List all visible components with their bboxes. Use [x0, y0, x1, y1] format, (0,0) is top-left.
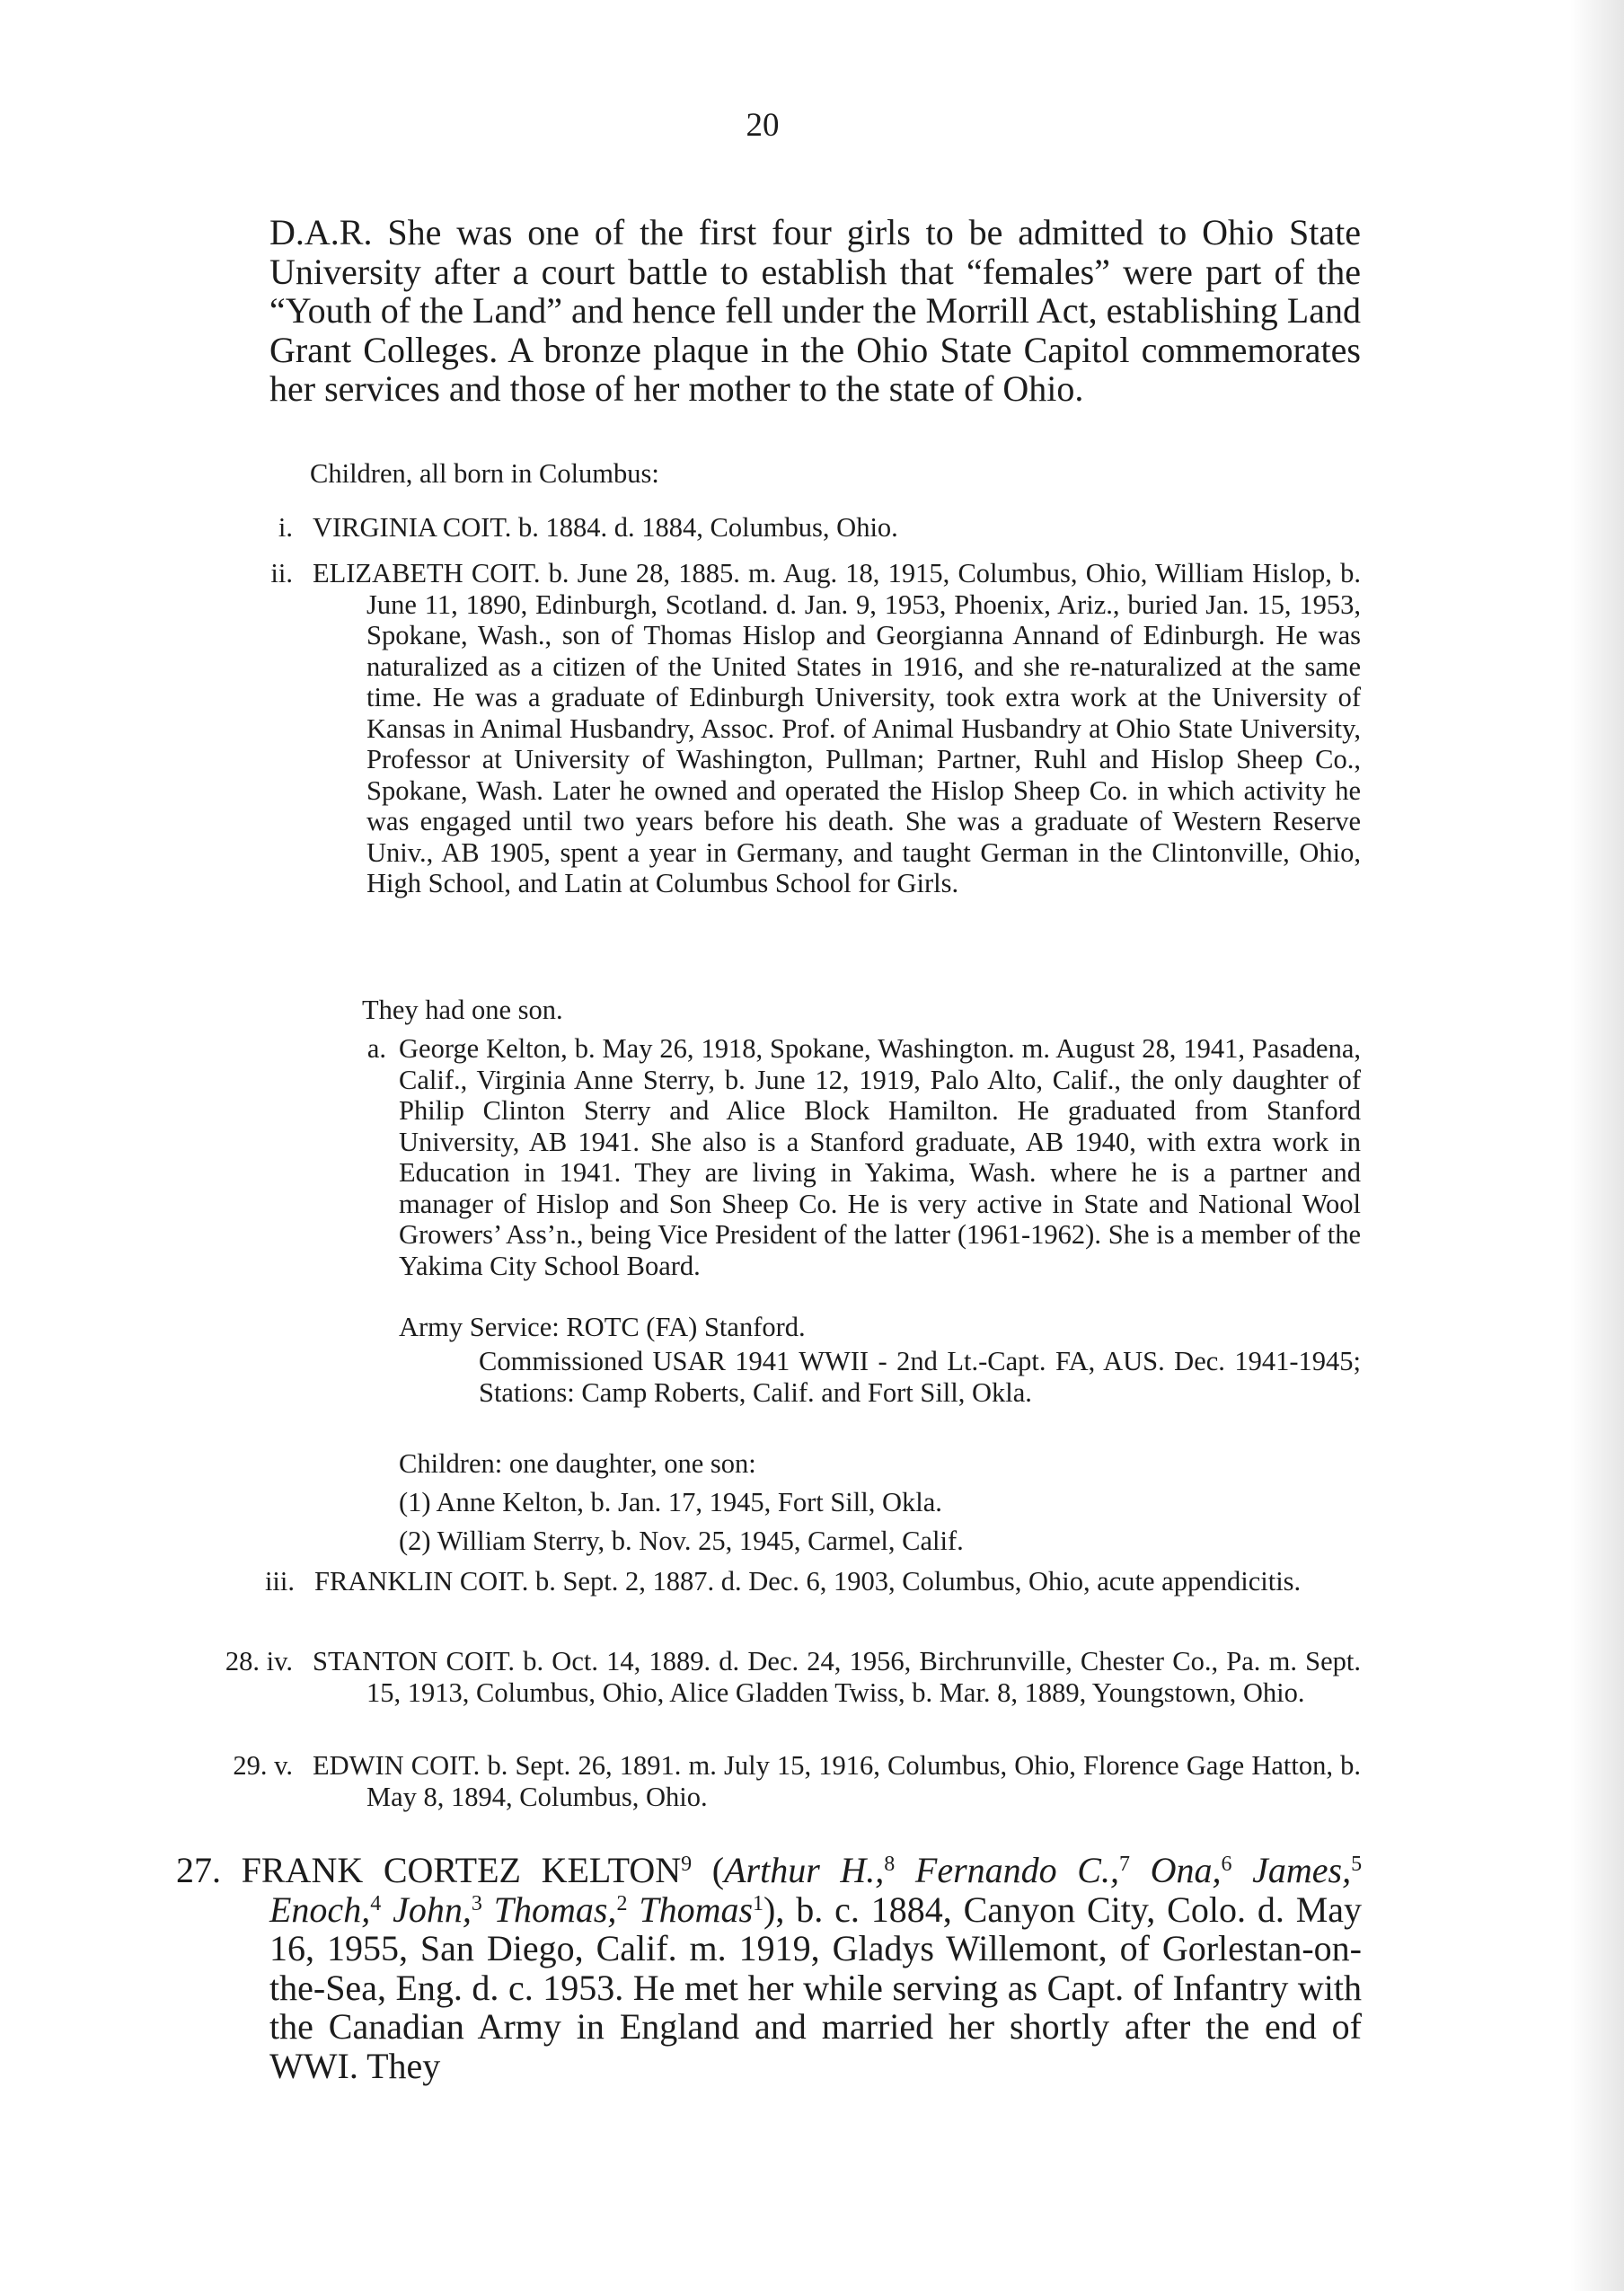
lineage-gen: 7: [1118, 1852, 1130, 1876]
grandchild-item: (1) Anne Kelton, b. Jan. 17, 1945, Fort Sill, Okla.: [399, 1487, 942, 1517]
child-text: STANTON COIT. b. Oct. 14, 1889. d. Dec. 24, 1956, Birchrunville, Chester Co., Pa. m. Sept. 15, 1913, Columbus, Ohio, Alice Gladden Twiss, b. Mar. 8, 1889, Youngstown, Ohio.: [313, 1646, 1361, 1708]
lineage-name: John,: [393, 1889, 472, 1930]
lineage-gen: 1: [753, 1891, 764, 1915]
entry-number: 27.: [176, 1850, 221, 1890]
lineage-name: Thomas: [639, 1889, 754, 1930]
lineage-name: Fernando C.,: [914, 1850, 1119, 1890]
child-entry: [233, 1750, 1361, 1812]
army-service: Army Service: ROTC (FA) Stanford.: [399, 1312, 806, 1342]
lineage-close: ),: [763, 1889, 785, 1930]
child-text: VIRGINIA COIT. b. 1884. d. 1884, Columbus, Ohio.: [313, 512, 898, 543]
entry-name: FRANK CORTEZ KELTON: [241, 1850, 682, 1890]
lineage-gen: 8: [884, 1852, 896, 1876]
child-numeral: 29. v.: [233, 1750, 293, 1781]
child-numeral: i.: [278, 512, 293, 543]
page-edge-shadow: [1570, 0, 1624, 2291]
grandson-letter: a.: [366, 1033, 386, 1064]
lineage-gen: 5: [1351, 1852, 1363, 1876]
child-entry: [264, 1566, 1361, 1597]
child-entry: [270, 558, 1361, 899]
lineage-open: (: [711, 1850, 725, 1890]
child-entry: [278, 512, 1361, 544]
child-text: ELIZABETH COIT. b. June 28, 1885. m. Aug. 18, 1915, Columbus, Ohio, William Hislop, b. June 11, 1890, Edinburgh, Scotland. d. Jan. 9, 1953, Phoenix, Ariz., buried Jan. 15, 1953, Spokane, Wash., son of Thomas Hislop and Georgianna Annand of Edinburgh. He was naturalized as a citizen of the United States in 1916, and she re-naturalized at the same time. He was a graduate of Edinburgh University, took extra work at the University of Kansas in Animal Husbandry, Assoc. Prof. of Animal Husbandry at Ohio State University, Professor at University of Washington, Pullman; Partner, Ruhl and Hislop Sheep Co., Spokane, Wash. Later he owned and operated the Hislop Sheep Co. in which activity he was engaged until two years before his death. She was a graduate of Western Reserve Univ., AB 1905, spent a year in Germany, and taught German in the Clintonville, Ohio, High School, and Latin at Columbus School for Girls.: [313, 558, 1361, 898]
child-text: EDWIN COIT. b. Sept. 26, 1891. m. July 15, 1916, Columbus, Ohio, Florence Gage Hatton, b. May 8, 1894, Columbus, Ohio.: [313, 1750, 1361, 1812]
lineage-name: Enoch,: [269, 1889, 371, 1930]
lineage-gen: 3: [471, 1891, 482, 1915]
page-number: 20: [746, 107, 780, 144]
child-numeral: ii.: [270, 558, 293, 588]
entry-text: b. c. 1884, Canyon City, Colo. d. May 16, 1955, San Diego, Calif. m. 1919, Gladys Willemont, of Gorlestan-on-the-Sea, Eng. d. c. 1953. He met her while serving as Capt. of Infantry with the Canadian Army in England and married her shortly after the end of WWI. They: [269, 1889, 1363, 2086]
lineage-gen: 2: [616, 1891, 628, 1915]
lineage-name: James,: [1252, 1850, 1352, 1890]
child-numeral: 28. iv.: [225, 1646, 293, 1676]
grandchild-item: (2) William Sterry, b. Nov. 25, 1945, Carmel, Calif.: [399, 1526, 964, 1556]
intro-paragraph: D.A.R. She was one of the first four girls to be admitted to Ohio State University after a court battle to establish that “females” were part of the “Youth of the Land” and hence fell under the Morrill Act, establishing Land Grant Colleges. A bronze plaque in the Ohio State Capitol commemorates her services and those of her mother to the state of Ohio.: [269, 212, 1361, 409]
son-intro: They had one son.: [362, 995, 563, 1025]
entry-27: [176, 1851, 1362, 2085]
child-text: FRANKLIN COIT. b. Sept. 2, 1887. d. Dec. 6, 1903, Columbus, Ohio, acute appendicitis.: [314, 1566, 1302, 1597]
grandson-entry: [366, 1033, 1361, 1281]
lineage-name: Thomas,: [493, 1889, 617, 1930]
lineage-gen: 6: [1221, 1852, 1232, 1876]
child-numeral: iii.: [264, 1566, 295, 1597]
lineage-name: Arthur H.,: [724, 1850, 885, 1890]
commission-text: Commissioned USAR 1941 WWII - 2nd Lt.-Capt. FA, AUS. Dec. 1941-1945; Stations: Camp Roberts, Calif. and Fort Sill, Okla.: [479, 1346, 1361, 1408]
child-entry: [225, 1646, 1361, 1708]
grandson-text: George Kelton, b. May 26, 1918, Spokane, Washington. m. August 28, 1941, Pasadena, Calif., Virginia Anne Sterry, b. June 12, 1919, Palo Alto, Calif., the only daughter of Philip Clinton Sterry and Alice Block Hamilton. He graduated from Stanford University, AB 1941. She also is a Stanford graduate, AB 1940, with extra work in Education in 1941. They are living in Yakima, Wash. where he is a partner and manager of Hislop and Son Sheep Co. He is very active in State and National Wool Growers’ Ass’n., being Vice President of the latter (1961-1962). She is a member of the Yakima City School Board.: [399, 1033, 1361, 1281]
entry-generation: 9: [681, 1852, 693, 1876]
lineage-gen: 4: [370, 1891, 382, 1915]
lineage-name: Ona,: [1150, 1850, 1222, 1890]
grandchildren-intro: Children: one daughter, one son:: [399, 1448, 756, 1479]
children-intro: Children, all born in Columbus:: [310, 458, 659, 489]
